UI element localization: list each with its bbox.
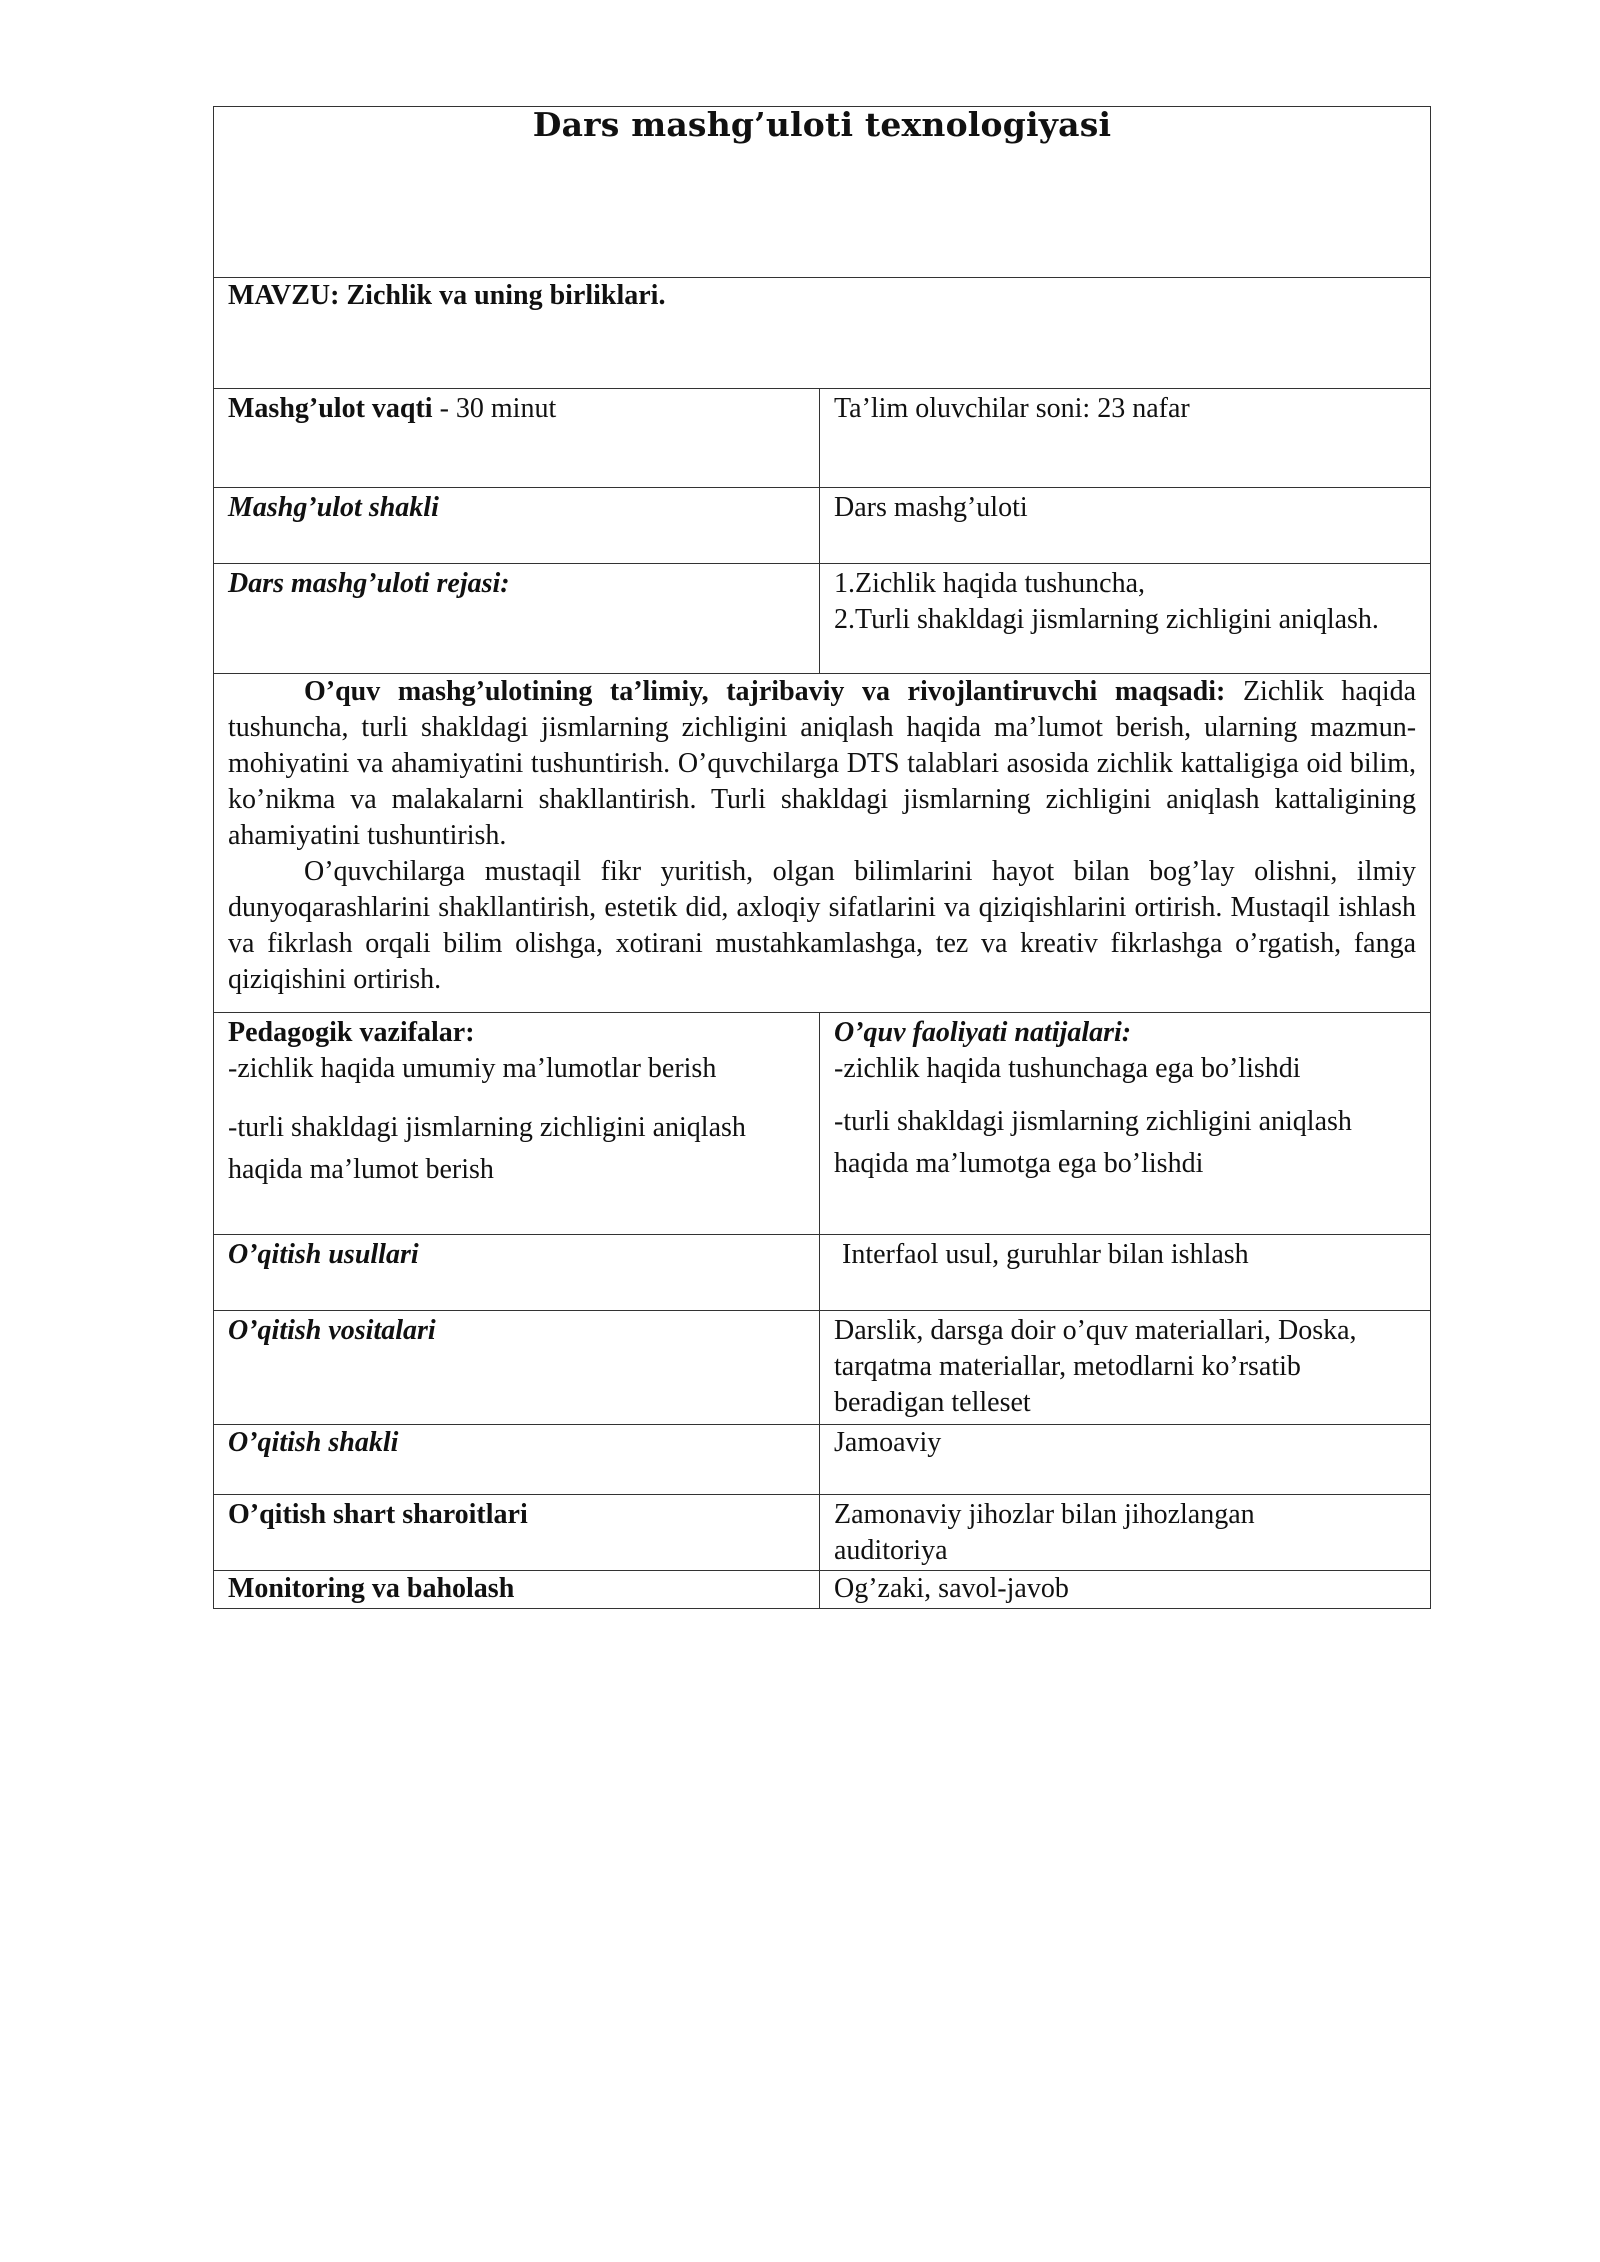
result-item: -zichlik haqida tushunchaga ega bo’lishdi [834, 1053, 1301, 1084]
monitoring-label-cell [214, 1571, 820, 1609]
monitoring-value-cell [820, 1571, 1431, 1609]
methods-label-cell [214, 1235, 820, 1311]
form-label: Mashg’ulot shakli [228, 492, 439, 523]
title-cell [214, 107, 1431, 278]
topic-cell [214, 278, 1431, 389]
lesson-technology-table [213, 106, 1431, 1609]
form-row [214, 488, 1431, 564]
goal-paragraph-1 [228, 674, 1416, 854]
spacer [834, 1087, 1416, 1101]
conditions-label-cell [214, 1495, 820, 1571]
teaching-form-row [214, 1425, 1431, 1495]
topic-text: Zichlik va uning birliklari. [346, 280, 666, 311]
form-value: Dars mashg’uloti [834, 492, 1028, 523]
document-title: Dars mashg’uloti texnologiyasi [532, 105, 1112, 144]
methods-row [214, 1235, 1431, 1311]
goal-row [214, 674, 1431, 1013]
tools-label: O’qitish vositalari [228, 1315, 436, 1346]
teaching-form-label-cell [214, 1425, 820, 1495]
conditions-row [214, 1495, 1431, 1571]
goal-cell [214, 674, 1431, 1013]
tasks-cell [214, 1013, 820, 1235]
tools-label-cell [214, 1311, 820, 1425]
result-item: -turli shakldagi jismlarning zichligini aniqlash haqida ma’lumotga ega bo’lishdi [834, 1106, 1352, 1179]
plan-item: 1.Zichlik haqida tushuncha, [834, 568, 1146, 599]
plan-row [214, 564, 1431, 674]
plan-label: Dars mashg’uloti rejasi: [228, 568, 510, 599]
time-label: Mashg’ulot vaqti [228, 393, 433, 424]
conditions-value: Zamonaviy jihozlar bilan jihozlangan auditoriya [834, 1499, 1255, 1566]
plan-items-cell [820, 564, 1431, 674]
tools-value-cell [820, 1311, 1431, 1425]
form-value-cell [820, 488, 1431, 564]
students-value: Ta’lim oluvchilar soni: 23 nafar [834, 393, 1190, 424]
methods-value: Interfaol usul, guruhlar bilan ishlash [842, 1239, 1249, 1270]
task-item: -turli shakldagi jismlarning zichligini aniqlash haqida ma’lumot berish [228, 1112, 746, 1185]
goal-label: O’quv mashg’ulotining ta’limiy, tajribaviy va rivojlantiruvchi maqsadi: [304, 676, 1226, 707]
goal-text-1: Zichlik haqida tushuncha, turli shakldagi jismlarning zichligini aniqlash haqida ma’lumot berish, ularning mazmun-mohiyatini va ahamiyatini tushuntirish. O’quvchilarga DTS talablari asosida zichlik kattaligiga oid bilim, ko’nikma va malakalarni shakllantirish. Turli shakldagi jismlarning zichligini aniqlash kattaligining ahamiyatini tushuntirish. [228, 676, 1417, 851]
monitoring-label: Monitoring va baholash [228, 1573, 515, 1604]
goal-paragraph-2: O’quvchilarga mustaqil fikr yuritish, olgan bilimlarini hayot bilan bog’lay olishni, ilmiy dunyoqarashlarini shakllantirish, estetik did, axloqiy sifatlarini va qiziqishlarini ortirish. Mustaqil ishlash va fikrlash orqali bilim olishga, xotirani mustahkamlashga, tez va kreativ fikrlashga o’rgatish, fanga qiziqishini ortirish. [228, 856, 1417, 995]
tools-row [214, 1311, 1431, 1425]
results-cell [820, 1013, 1431, 1235]
results-label: O’quv faoliyati natijalari: [834, 1017, 1132, 1048]
teaching-form-label: O’qitish shakli [228, 1427, 399, 1458]
task-item: -zichlik haqida umumiy ma’lumotlar berish [228, 1053, 717, 1084]
students-cell [820, 389, 1431, 488]
methods-value-cell [820, 1235, 1431, 1311]
title-row [214, 107, 1431, 278]
form-label-cell [214, 488, 820, 564]
plan-item: 2.Turli shakldagi jismlarning zichligini aniqlash. [834, 604, 1379, 635]
tools-value: Darslik, darsga doir o’quv materiallari, Doska, tarqatma materiallar, metodlarni ko’rsatib beradigan telleset [834, 1315, 1357, 1418]
time-value: - 30 minut [439, 393, 557, 424]
time-cell [214, 389, 820, 488]
conditions-label: O’qitish shart sharoitlari [228, 1499, 528, 1530]
topic-label: MAVZU: [228, 280, 340, 311]
teaching-form-value: Jamoaviy [834, 1427, 942, 1458]
tasks-results-row [214, 1013, 1431, 1235]
tasks-label: Pedagogik vazifalar: [228, 1017, 475, 1048]
conditions-value-cell [820, 1495, 1431, 1571]
topic-row [214, 278, 1431, 389]
time-row [214, 389, 1431, 488]
teaching-form-value-cell [820, 1425, 1431, 1495]
plan-label-cell [214, 564, 820, 674]
monitoring-row [214, 1571, 1431, 1609]
methods-label: O’qitish usullari [228, 1239, 419, 1270]
spacer [228, 1087, 805, 1107]
monitoring-value: Og’zaki, savol-javob [834, 1573, 1069, 1604]
